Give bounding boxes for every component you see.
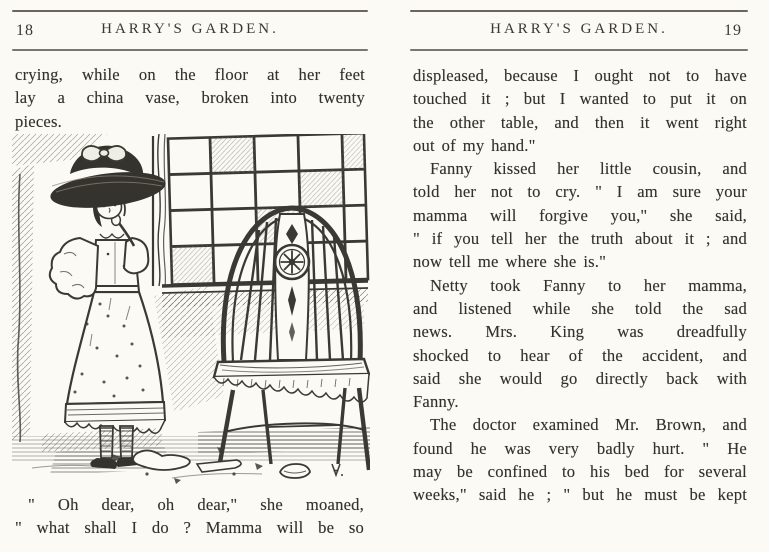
text-line: Fanny kissed her little cousin, and bbox=[430, 159, 747, 179]
right-running-head bbox=[412, 21, 746, 41]
book-illustration bbox=[12, 134, 370, 488]
text-line: Fanny. bbox=[413, 392, 459, 412]
text-line: the other table, and then it went right bbox=[413, 112, 747, 132]
text-line: touched it ; but I wanted to put it on bbox=[413, 89, 747, 109]
text-line: The doctor examined Mr. Brown, and bbox=[430, 415, 747, 435]
text-line: pieces. bbox=[15, 111, 63, 131]
right-page-number: 19 bbox=[724, 22, 742, 39]
text-line: out of my hand." bbox=[413, 135, 536, 155]
text-line: displeased, because I ought not to have bbox=[413, 66, 747, 85]
text-line: news. Mrs. King was dreadfully bbox=[413, 322, 747, 342]
left-caption-block bbox=[15, 494, 364, 539]
text-line: told her not to cry. " I am sure your bbox=[413, 182, 747, 202]
text-line: found he was very badly hurt. " He bbox=[413, 438, 747, 458]
text-line: shocked to hear of the accident, and bbox=[413, 345, 747, 365]
text-line: " if you tell her the truth about it ; and bbox=[413, 229, 747, 249]
text-line: may be confined to his bed for several bbox=[413, 462, 747, 482]
curtain-fold bbox=[153, 134, 165, 286]
right-header-rule bbox=[410, 49, 748, 51]
text-line: said she would go directly back with bbox=[413, 368, 747, 388]
artist-monogram bbox=[332, 464, 343, 476]
right-top-rule bbox=[410, 10, 748, 12]
left-top-rule bbox=[12, 10, 368, 12]
text-line: lay a china vase, broken into twenty bbox=[15, 88, 365, 108]
floor-shading bbox=[12, 427, 370, 478]
text-line: " what shall I do ? Mamma will be so bbox=[15, 517, 364, 537]
girl-collar bbox=[100, 234, 124, 238]
text-line: Netty took Fanny to her mamma, bbox=[430, 275, 747, 295]
left-header-rule bbox=[12, 49, 368, 51]
left-running-head bbox=[14, 21, 366, 41]
text-line: now tell me where she is." bbox=[413, 252, 607, 272]
text-line: weeks," said he ; " but he must be kept bbox=[413, 485, 747, 505]
text-line: crying, while on the floor at her feet bbox=[15, 65, 365, 84]
text-line: and listened while she told the sad bbox=[413, 298, 747, 318]
right-running-title: HARRY'S GARDEN. bbox=[490, 21, 668, 37]
text-line: " Oh dear, oh dear," she moaned, bbox=[28, 495, 364, 514]
left-text-block bbox=[15, 63, 365, 133]
text-line: mamma will forgive you," she said, bbox=[413, 205, 747, 225]
left-running-title: HARRY'S GARDEN. bbox=[101, 21, 279, 37]
left-page-number: 18 bbox=[16, 22, 34, 39]
girl-skirt bbox=[67, 292, 163, 404]
right-text-block bbox=[413, 64, 747, 507]
girl-figure bbox=[48, 146, 167, 469]
illustration-svg bbox=[12, 134, 370, 488]
chair-splat bbox=[275, 214, 309, 360]
girl-hem-frill bbox=[65, 402, 165, 433]
